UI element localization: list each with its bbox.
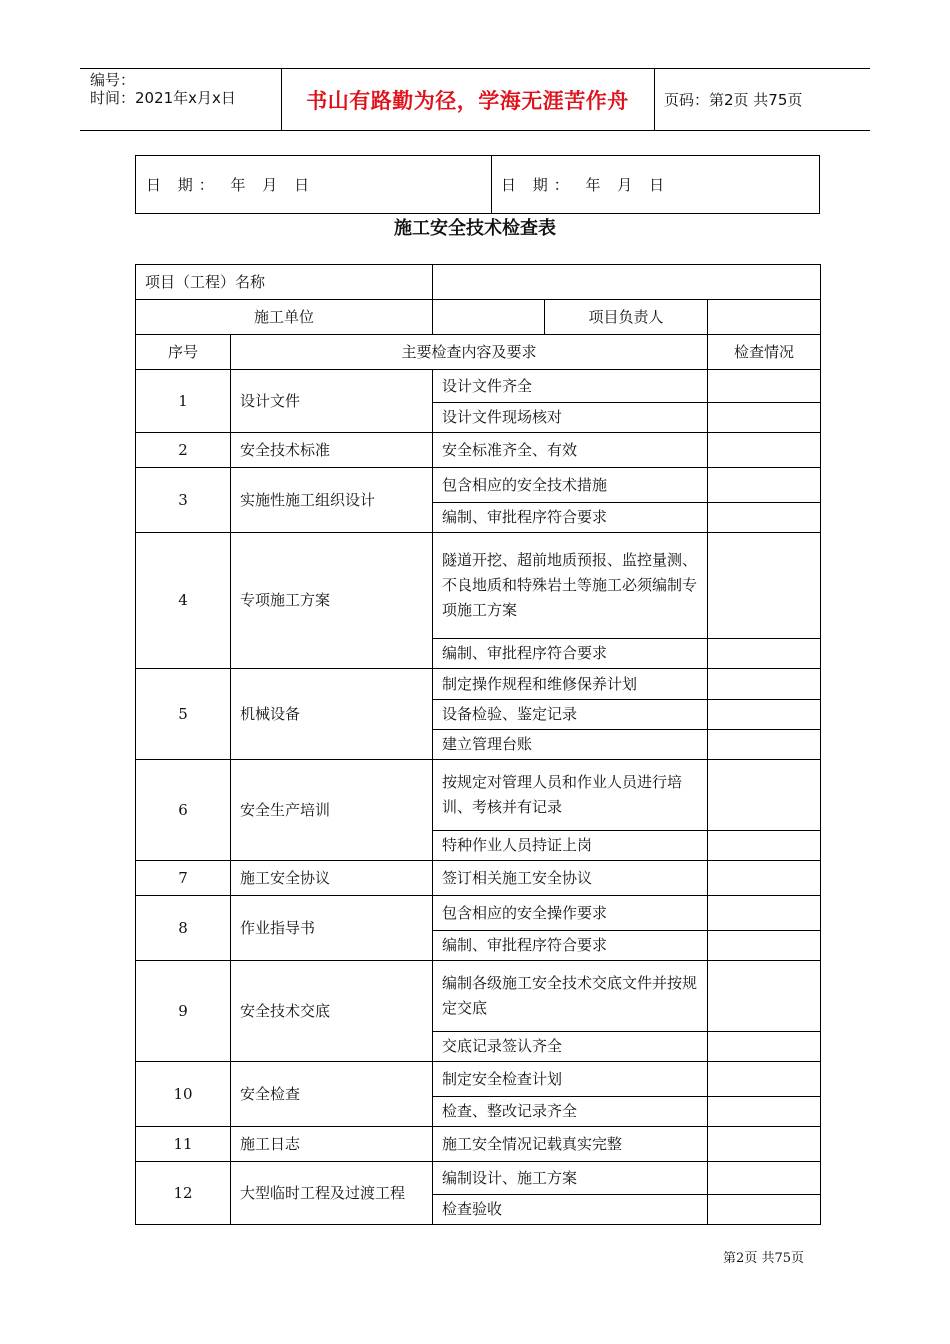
- header-motto: 书山有路勤为径，学海无涯苦作舟: [306, 88, 629, 113]
- time-text: 时间：2021年x月x日: [90, 89, 236, 107]
- header-meta: [90, 71, 236, 107]
- safety-checklist-table: [135, 264, 821, 1225]
- item-number: 6: [136, 760, 231, 861]
- item-number: 9: [136, 961, 231, 1062]
- item-requirement: 编制设计、施工方案: [433, 1162, 708, 1195]
- item-status-cell[interactable]: [708, 931, 821, 961]
- item-requirement: 包含相应的安全技术措施: [433, 468, 708, 503]
- item-status-cell[interactable]: [708, 1097, 821, 1127]
- item-requirement: 特种作业人员持证上岗: [433, 831, 708, 861]
- item-status-cell[interactable]: [708, 896, 821, 931]
- item-number: 4: [136, 533, 231, 669]
- item-requirement: 制定安全检查计划: [433, 1062, 708, 1097]
- item-requirement: 安全标准齐全、有效: [433, 433, 708, 468]
- item-requirement: 编制各级施工安全技术交底文件并按规定交底: [433, 961, 708, 1032]
- table-row: [136, 1062, 821, 1097]
- table-row: [136, 961, 821, 1032]
- item-status-cell[interactable]: [708, 831, 821, 861]
- item-requirement: 施工安全情况记载真实完整: [433, 1127, 708, 1162]
- unit-row: [136, 300, 821, 335]
- item-requirement: 设计文件现场核对: [433, 403, 708, 433]
- item-name: 专项施工方案: [231, 533, 433, 669]
- item-status-cell[interactable]: [708, 1162, 821, 1195]
- page-header: [80, 68, 870, 131]
- item-name: 安全生产培训: [231, 760, 433, 861]
- item-status-cell[interactable]: [708, 403, 821, 433]
- item-number: 8: [136, 896, 231, 961]
- item-number: 11: [136, 1127, 231, 1162]
- item-requirement: 设备检验、鉴定记录: [433, 700, 708, 730]
- serial-label: 编号：: [90, 71, 136, 89]
- item-number: 7: [136, 861, 231, 896]
- item-requirement: 按规定对管理人员和作业人员进行培训、考核并有记录: [433, 760, 708, 831]
- col-header-content: 主要检查内容及要求: [231, 335, 708, 370]
- item-requirement: 编制、审批程序符合要求: [433, 639, 708, 669]
- project-name-label: 项目（工程）名称: [136, 265, 433, 300]
- item-name: 施工日志: [231, 1127, 433, 1162]
- page-title: 施工安全技术检查表: [394, 218, 556, 239]
- table-row: [136, 896, 821, 931]
- table-row: [136, 433, 821, 468]
- item-status-cell[interactable]: [708, 1032, 821, 1062]
- item-requirement: 制定操作规程和维修保养计划: [433, 669, 708, 700]
- item-status-cell[interactable]: [708, 730, 821, 760]
- item-name: 大型临时工程及过渡工程: [231, 1162, 433, 1225]
- item-name: 机械设备: [231, 669, 433, 760]
- item-status-cell[interactable]: [708, 503, 821, 533]
- item-requirement: 签订相关施工安全协议: [433, 861, 708, 896]
- table-row: [136, 861, 821, 896]
- item-number: 12: [136, 1162, 231, 1225]
- item-name: 施工安全协议: [231, 861, 433, 896]
- item-requirement: 编制、审批程序符合要求: [433, 931, 708, 961]
- table-row: [136, 760, 821, 831]
- table-row: [136, 370, 821, 403]
- item-number: 1: [136, 370, 231, 433]
- item-status-cell[interactable]: [708, 961, 821, 1032]
- table-row: [136, 669, 821, 700]
- item-name: 安全技术标准: [231, 433, 433, 468]
- project-name-row: [136, 265, 821, 300]
- item-name: 安全技术交底: [231, 961, 433, 1062]
- item-status-cell[interactable]: [708, 1127, 821, 1162]
- construction-unit-value[interactable]: [433, 300, 545, 335]
- item-status-cell[interactable]: [708, 533, 821, 639]
- signature-date-box: [135, 155, 820, 214]
- project-name-value[interactable]: [433, 265, 821, 300]
- item-name: 作业指导书: [231, 896, 433, 961]
- table-header-row: [136, 335, 821, 370]
- table-row: [136, 468, 821, 503]
- construction-unit-label: 施工单位: [136, 300, 433, 335]
- item-requirement: 检查、整改记录齐全: [433, 1097, 708, 1127]
- item-number: 3: [136, 468, 231, 533]
- item-number: 10: [136, 1062, 231, 1127]
- table-row: [136, 1127, 821, 1162]
- table-row: [136, 533, 821, 639]
- item-status-cell[interactable]: [708, 1195, 821, 1225]
- header-page-info: 页码：第2页 共75页: [664, 91, 803, 109]
- item-number: 5: [136, 669, 231, 760]
- date-left: 日 期： 年 月 日: [146, 176, 316, 194]
- item-requirement: 设计文件齐全: [433, 370, 708, 403]
- item-requirement: 隧道开挖、超前地质预报、监控量测、不良地质和特殊岩土等施工必须编制专项施工方案: [433, 533, 708, 639]
- project-manager-label: 项目负责人: [545, 300, 708, 335]
- page-footer: 第2页 共75页: [723, 1251, 804, 1266]
- item-name: 实施性施工组织设计: [231, 468, 433, 533]
- item-status-cell[interactable]: [708, 1062, 821, 1097]
- item-status-cell[interactable]: [708, 669, 821, 700]
- item-requirement: 建立管理台账: [433, 730, 708, 760]
- date-divider: [491, 156, 492, 213]
- item-name: 设计文件: [231, 370, 433, 433]
- item-status-cell[interactable]: [708, 468, 821, 503]
- project-manager-value[interactable]: [708, 300, 821, 335]
- header-divider: [654, 69, 655, 130]
- item-requirement: 检查验收: [433, 1195, 708, 1225]
- item-requirement: 编制、审批程序符合要求: [433, 503, 708, 533]
- item-requirement: 包含相应的安全操作要求: [433, 896, 708, 931]
- table-row: [136, 1162, 821, 1195]
- item-status-cell[interactable]: [708, 433, 821, 468]
- item-name: 安全检查: [231, 1062, 433, 1127]
- col-header-status: 检查情况: [708, 335, 821, 370]
- date-right: 日 期： 年 月 日: [501, 176, 671, 194]
- item-status-cell[interactable]: [708, 639, 821, 669]
- item-requirement: 交底记录签认齐全: [433, 1032, 708, 1062]
- item-number: 2: [136, 433, 231, 468]
- item-status-cell[interactable]: [708, 760, 821, 831]
- col-header-no: 序号: [136, 335, 231, 370]
- item-status-cell[interactable]: [708, 370, 821, 403]
- item-status-cell[interactable]: [708, 700, 821, 730]
- item-status-cell[interactable]: [708, 861, 821, 896]
